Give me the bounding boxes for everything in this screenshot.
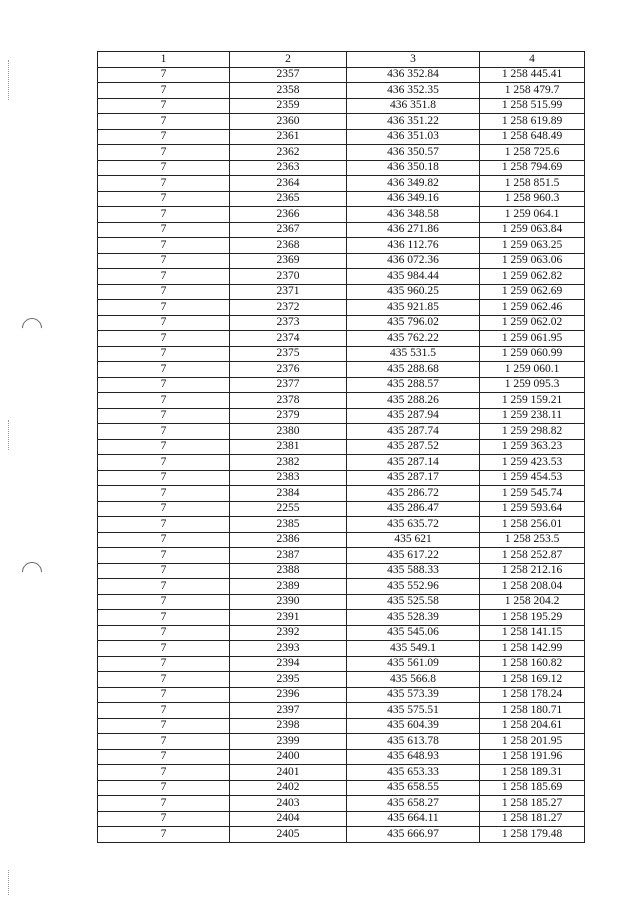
table-cell: 435 658.55 xyxy=(347,780,480,796)
table-cell: 435 613.78 xyxy=(347,734,480,750)
table-cell: 1 258 445.41 xyxy=(480,67,585,83)
table-cell: 435 287.14 xyxy=(347,455,480,471)
table-row xyxy=(98,160,585,176)
table-cell: 2395 xyxy=(230,672,347,688)
table-cell: 1 258 195.29 xyxy=(480,610,585,626)
table-row xyxy=(98,563,585,579)
table-cell: 1 258 479.7 xyxy=(480,83,585,99)
table-row xyxy=(98,346,585,362)
table-cell: 435 796.02 xyxy=(347,315,480,331)
table-row xyxy=(98,610,585,626)
table-cell: 436 352.84 xyxy=(347,67,480,83)
table-cell: 436 349.82 xyxy=(347,176,480,192)
table-cell: 2386 xyxy=(230,532,347,548)
table-cell: 2357 xyxy=(230,67,347,83)
table-cell: 2374 xyxy=(230,331,347,347)
table-cell: 2371 xyxy=(230,284,347,300)
table-cell: 435 286.47 xyxy=(347,501,480,517)
table-row xyxy=(98,780,585,796)
table-cell: 1 258 648.49 xyxy=(480,129,585,145)
table-cell: 2397 xyxy=(230,703,347,719)
table-cell: 7 xyxy=(98,625,230,641)
table-cell: 1 259 363.23 xyxy=(480,439,585,455)
table-row xyxy=(98,207,585,223)
table-cell: 7 xyxy=(98,703,230,719)
table-cell: 2375 xyxy=(230,346,347,362)
table-cell: 1 259 062.69 xyxy=(480,284,585,300)
table-cell: 436 072.36 xyxy=(347,253,480,269)
table-cell: 7 xyxy=(98,718,230,734)
table-cell: 2383 xyxy=(230,470,347,486)
table-cell: 1 258 142.99 xyxy=(480,641,585,657)
table-cell: 7 xyxy=(98,424,230,440)
table-cell: 436 351.03 xyxy=(347,129,480,145)
table-cell: 7 xyxy=(98,827,230,843)
table-cell: 7 xyxy=(98,579,230,595)
table-cell: 1 258 256.01 xyxy=(480,517,585,533)
table-cell: 7 xyxy=(98,563,230,579)
table-cell: 1 258 252.87 xyxy=(480,548,585,564)
table-row xyxy=(98,145,585,161)
table-cell: 7 xyxy=(98,470,230,486)
table-row xyxy=(98,439,585,455)
column-header: 3 xyxy=(347,52,480,68)
table-cell: 435 658.27 xyxy=(347,796,480,812)
table-cell: 435 635.72 xyxy=(347,517,480,533)
table-cell: 435 288.26 xyxy=(347,393,480,409)
table-cell: 436 348.58 xyxy=(347,207,480,223)
table-row xyxy=(98,703,585,719)
table-cell: 1 259 064.1 xyxy=(480,207,585,223)
table-cell: 7 xyxy=(98,145,230,161)
table-row xyxy=(98,176,585,192)
table-cell: 435 525.58 xyxy=(347,594,480,610)
table-cell: 435 573.39 xyxy=(347,687,480,703)
table-cell: 2362 xyxy=(230,145,347,161)
table-cell: 1 258 794.69 xyxy=(480,160,585,176)
table-row xyxy=(98,594,585,610)
table-cell: 2359 xyxy=(230,98,347,114)
table-cell: 1 259 545.74 xyxy=(480,486,585,502)
table-cell: 2391 xyxy=(230,610,347,626)
table-cell: 435 552.96 xyxy=(347,579,480,595)
table-cell: 1 258 201.95 xyxy=(480,734,585,750)
table-cell: 435 621 xyxy=(347,532,480,548)
table-cell: 2389 xyxy=(230,579,347,595)
table-cell: 435 648.93 xyxy=(347,749,480,765)
table-row xyxy=(98,315,585,331)
table-cell: 1 258 185.69 xyxy=(480,780,585,796)
table-cell: 1 259 238.11 xyxy=(480,408,585,424)
table-row xyxy=(98,253,585,269)
table-cell: 2398 xyxy=(230,718,347,734)
table-header-row xyxy=(98,52,585,68)
table-cell: 435 531.5 xyxy=(347,346,480,362)
table-row xyxy=(98,470,585,486)
table-cell: 435 286.72 xyxy=(347,486,480,502)
table-cell: 2403 xyxy=(230,796,347,812)
table-cell: 1 259 062.02 xyxy=(480,315,585,331)
table-cell: 1 259 095.3 xyxy=(480,377,585,393)
table-cell: 1 259 298.82 xyxy=(480,424,585,440)
table-cell: 7 xyxy=(98,377,230,393)
table-cell: 7 xyxy=(98,98,230,114)
table-cell: 7 xyxy=(98,284,230,300)
table-cell: 7 xyxy=(98,486,230,502)
table-row xyxy=(98,331,585,347)
table-row xyxy=(98,67,585,83)
table-cell: 1 258 725.6 xyxy=(480,145,585,161)
table-cell: 2379 xyxy=(230,408,347,424)
table-cell: 7 xyxy=(98,780,230,796)
table-cell: 2366 xyxy=(230,207,347,223)
table-row xyxy=(98,455,585,471)
table-cell: 435 545.06 xyxy=(347,625,480,641)
table-cell: 2361 xyxy=(230,129,347,145)
table-cell: 7 xyxy=(98,610,230,626)
table-cell: 1 258 619.89 xyxy=(480,114,585,130)
table-cell: 1 259 063.84 xyxy=(480,222,585,238)
table-cell: 436 351.22 xyxy=(347,114,480,130)
table-cell: 435 575.51 xyxy=(347,703,480,719)
table-cell: 2399 xyxy=(230,734,347,750)
table-cell: 1 259 061.95 xyxy=(480,331,585,347)
table-cell: 7 xyxy=(98,548,230,564)
table-cell: 7 xyxy=(98,734,230,750)
table-cell: 1 259 062.46 xyxy=(480,300,585,316)
table-cell: 435 617.22 xyxy=(347,548,480,564)
table-cell: 7 xyxy=(98,207,230,223)
table-cell: 435 921.85 xyxy=(347,300,480,316)
table-cell: 7 xyxy=(98,641,230,657)
table-cell: 1 258 169.12 xyxy=(480,672,585,688)
table-body xyxy=(98,67,585,842)
table-cell: 2405 xyxy=(230,827,347,843)
table-cell: 2378 xyxy=(230,393,347,409)
table-cell: 435 288.57 xyxy=(347,377,480,393)
table-row xyxy=(98,222,585,238)
table-row xyxy=(98,796,585,812)
table-cell: 435 287.74 xyxy=(347,424,480,440)
table-row xyxy=(98,548,585,564)
table-cell: 2387 xyxy=(230,548,347,564)
table-cell: 1 258 515.99 xyxy=(480,98,585,114)
table-cell: 1 258 180.71 xyxy=(480,703,585,719)
table-cell: 2400 xyxy=(230,749,347,765)
binder-hole-mark-lower xyxy=(18,558,46,586)
table-cell: 435 588.33 xyxy=(347,563,480,579)
table-cell: 7 xyxy=(98,331,230,347)
table-cell: 2364 xyxy=(230,176,347,192)
table-cell: 1 258 851.5 xyxy=(480,176,585,192)
table-cell: 435 762.22 xyxy=(347,331,480,347)
table-cell: 1 258 204.61 xyxy=(480,718,585,734)
table-cell: 2401 xyxy=(230,765,347,781)
table-row xyxy=(98,641,585,657)
table-cell: 1 258 212.16 xyxy=(480,563,585,579)
table-row xyxy=(98,718,585,734)
table-cell: 7 xyxy=(98,253,230,269)
margin-speckle xyxy=(8,420,10,450)
table-row xyxy=(98,191,585,207)
table-cell: 2363 xyxy=(230,160,347,176)
table-cell: 1 259 423.53 xyxy=(480,455,585,471)
column-header: 2 xyxy=(230,52,347,68)
table-cell: 1 258 960.3 xyxy=(480,191,585,207)
table-cell: 1 258 208.04 xyxy=(480,579,585,595)
table-cell: 7 xyxy=(98,749,230,765)
table-cell: 2385 xyxy=(230,517,347,533)
table-cell: 7 xyxy=(98,455,230,471)
table-cell: 2382 xyxy=(230,455,347,471)
table-row xyxy=(98,532,585,548)
table-cell: 1 258 181.27 xyxy=(480,811,585,827)
table-row xyxy=(98,83,585,99)
table-cell: 1 259 063.25 xyxy=(480,238,585,254)
table-cell: 1 258 253.5 xyxy=(480,532,585,548)
table-cell: 7 xyxy=(98,796,230,812)
table-cell: 436 350.18 xyxy=(347,160,480,176)
margin-speckle xyxy=(8,870,10,895)
table-row xyxy=(98,486,585,502)
table-cell: 2358 xyxy=(230,83,347,99)
table-row xyxy=(98,300,585,316)
binder-hole-mark-upper xyxy=(18,314,46,342)
table-cell: 2373 xyxy=(230,315,347,331)
table-cell: 435 288.68 xyxy=(347,362,480,378)
table-cell: 7 xyxy=(98,176,230,192)
table-cell: 2369 xyxy=(230,253,347,269)
table-cell: 2384 xyxy=(230,486,347,502)
table-cell: 7 xyxy=(98,517,230,533)
table-row xyxy=(98,811,585,827)
table-cell: 2390 xyxy=(230,594,347,610)
table-row xyxy=(98,579,585,595)
table-cell: 2255 xyxy=(230,501,347,517)
table-cell: 435 566.8 xyxy=(347,672,480,688)
margin-speckle xyxy=(8,60,10,100)
table-cell: 435 664.11 xyxy=(347,811,480,827)
table-row xyxy=(98,98,585,114)
table-row xyxy=(98,269,585,285)
table-cell: 436 352.35 xyxy=(347,83,480,99)
table-row xyxy=(98,734,585,750)
table-cell: 436 349.16 xyxy=(347,191,480,207)
table-cell: 2394 xyxy=(230,656,347,672)
table-cell: 1 259 063.06 xyxy=(480,253,585,269)
table-cell: 2388 xyxy=(230,563,347,579)
table-cell: 435 528.39 xyxy=(347,610,480,626)
table-cell: 435 549.1 xyxy=(347,641,480,657)
table-cell: 1 259 060.99 xyxy=(480,346,585,362)
table-row xyxy=(98,501,585,517)
table-cell: 1 259 062.82 xyxy=(480,269,585,285)
table-cell: 7 xyxy=(98,191,230,207)
table-cell: 7 xyxy=(98,300,230,316)
table-cell: 2381 xyxy=(230,439,347,455)
table-row xyxy=(98,238,585,254)
column-header: 4 xyxy=(480,52,585,68)
table-cell: 7 xyxy=(98,269,230,285)
table-cell: 435 666.97 xyxy=(347,827,480,843)
table-cell: 7 xyxy=(98,656,230,672)
table-cell: 435 287.17 xyxy=(347,470,480,486)
table-cell: 435 561.09 xyxy=(347,656,480,672)
table-cell: 435 653.33 xyxy=(347,765,480,781)
table-cell: 1 258 141.15 xyxy=(480,625,585,641)
coordinates-table xyxy=(97,51,585,843)
table-row xyxy=(98,284,585,300)
table-row xyxy=(98,362,585,378)
table-cell: 435 604.39 xyxy=(347,718,480,734)
table-cell: 2404 xyxy=(230,811,347,827)
table-cell: 7 xyxy=(98,594,230,610)
table-cell: 1 258 179.48 xyxy=(480,827,585,843)
table-cell: 7 xyxy=(98,315,230,331)
table-cell: 1 258 185.27 xyxy=(480,796,585,812)
table-cell: 1 259 593.64 xyxy=(480,501,585,517)
table-cell: 7 xyxy=(98,222,230,238)
table-cell: 7 xyxy=(98,532,230,548)
table-cell: 7 xyxy=(98,672,230,688)
table-row xyxy=(98,424,585,440)
table-cell: 7 xyxy=(98,129,230,145)
table-row xyxy=(98,408,585,424)
table-cell: 7 xyxy=(98,501,230,517)
table-cell: 2372 xyxy=(230,300,347,316)
table-cell: 436 350.57 xyxy=(347,145,480,161)
table-cell: 2368 xyxy=(230,238,347,254)
table-cell: 436 112.76 xyxy=(347,238,480,254)
table-cell: 1 259 454.53 xyxy=(480,470,585,486)
table-row xyxy=(98,517,585,533)
table-cell: 7 xyxy=(98,439,230,455)
table-cell: 436 351.8 xyxy=(347,98,480,114)
table-cell: 1 258 189.31 xyxy=(480,765,585,781)
table-cell: 2392 xyxy=(230,625,347,641)
table-cell: 435 287.94 xyxy=(347,408,480,424)
table-cell: 2365 xyxy=(230,191,347,207)
table-cell: 7 xyxy=(98,408,230,424)
table-cell: 435 984.44 xyxy=(347,269,480,285)
table-cell: 2376 xyxy=(230,362,347,378)
table-row xyxy=(98,656,585,672)
table-cell: 1 259 060.1 xyxy=(480,362,585,378)
table-cell: 2393 xyxy=(230,641,347,657)
table-cell: 1 258 160.82 xyxy=(480,656,585,672)
table-cell: 2367 xyxy=(230,222,347,238)
table-cell: 7 xyxy=(98,811,230,827)
table-cell: 7 xyxy=(98,765,230,781)
table-row xyxy=(98,625,585,641)
table-cell: 2360 xyxy=(230,114,347,130)
table-cell: 7 xyxy=(98,393,230,409)
table-row xyxy=(98,749,585,765)
table-row xyxy=(98,129,585,145)
table-row xyxy=(98,393,585,409)
table-row xyxy=(98,765,585,781)
table-cell: 7 xyxy=(98,67,230,83)
table-cell: 2370 xyxy=(230,269,347,285)
table-cell: 2396 xyxy=(230,687,347,703)
table-cell: 7 xyxy=(98,687,230,703)
table-cell: 1 259 159.21 xyxy=(480,393,585,409)
table-row xyxy=(98,672,585,688)
table-row xyxy=(98,114,585,130)
table-cell: 7 xyxy=(98,362,230,378)
table-cell: 1 258 191.96 xyxy=(480,749,585,765)
table-cell: 1 258 178.24 xyxy=(480,687,585,703)
table-cell: 7 xyxy=(98,160,230,176)
table-cell: 7 xyxy=(98,114,230,130)
table-row xyxy=(98,377,585,393)
column-header: 1 xyxy=(98,52,230,68)
table-cell: 2380 xyxy=(230,424,347,440)
table-cell: 7 xyxy=(98,83,230,99)
table-cell: 7 xyxy=(98,238,230,254)
table-cell: 435 287.52 xyxy=(347,439,480,455)
table-cell: 436 271.86 xyxy=(347,222,480,238)
table-row xyxy=(98,827,585,843)
table-cell: 1 258 204.2 xyxy=(480,594,585,610)
table-row xyxy=(98,687,585,703)
table-cell: 2377 xyxy=(230,377,347,393)
table-cell: 435 960.25 xyxy=(347,284,480,300)
table-cell: 2402 xyxy=(230,780,347,796)
table-cell: 7 xyxy=(98,346,230,362)
